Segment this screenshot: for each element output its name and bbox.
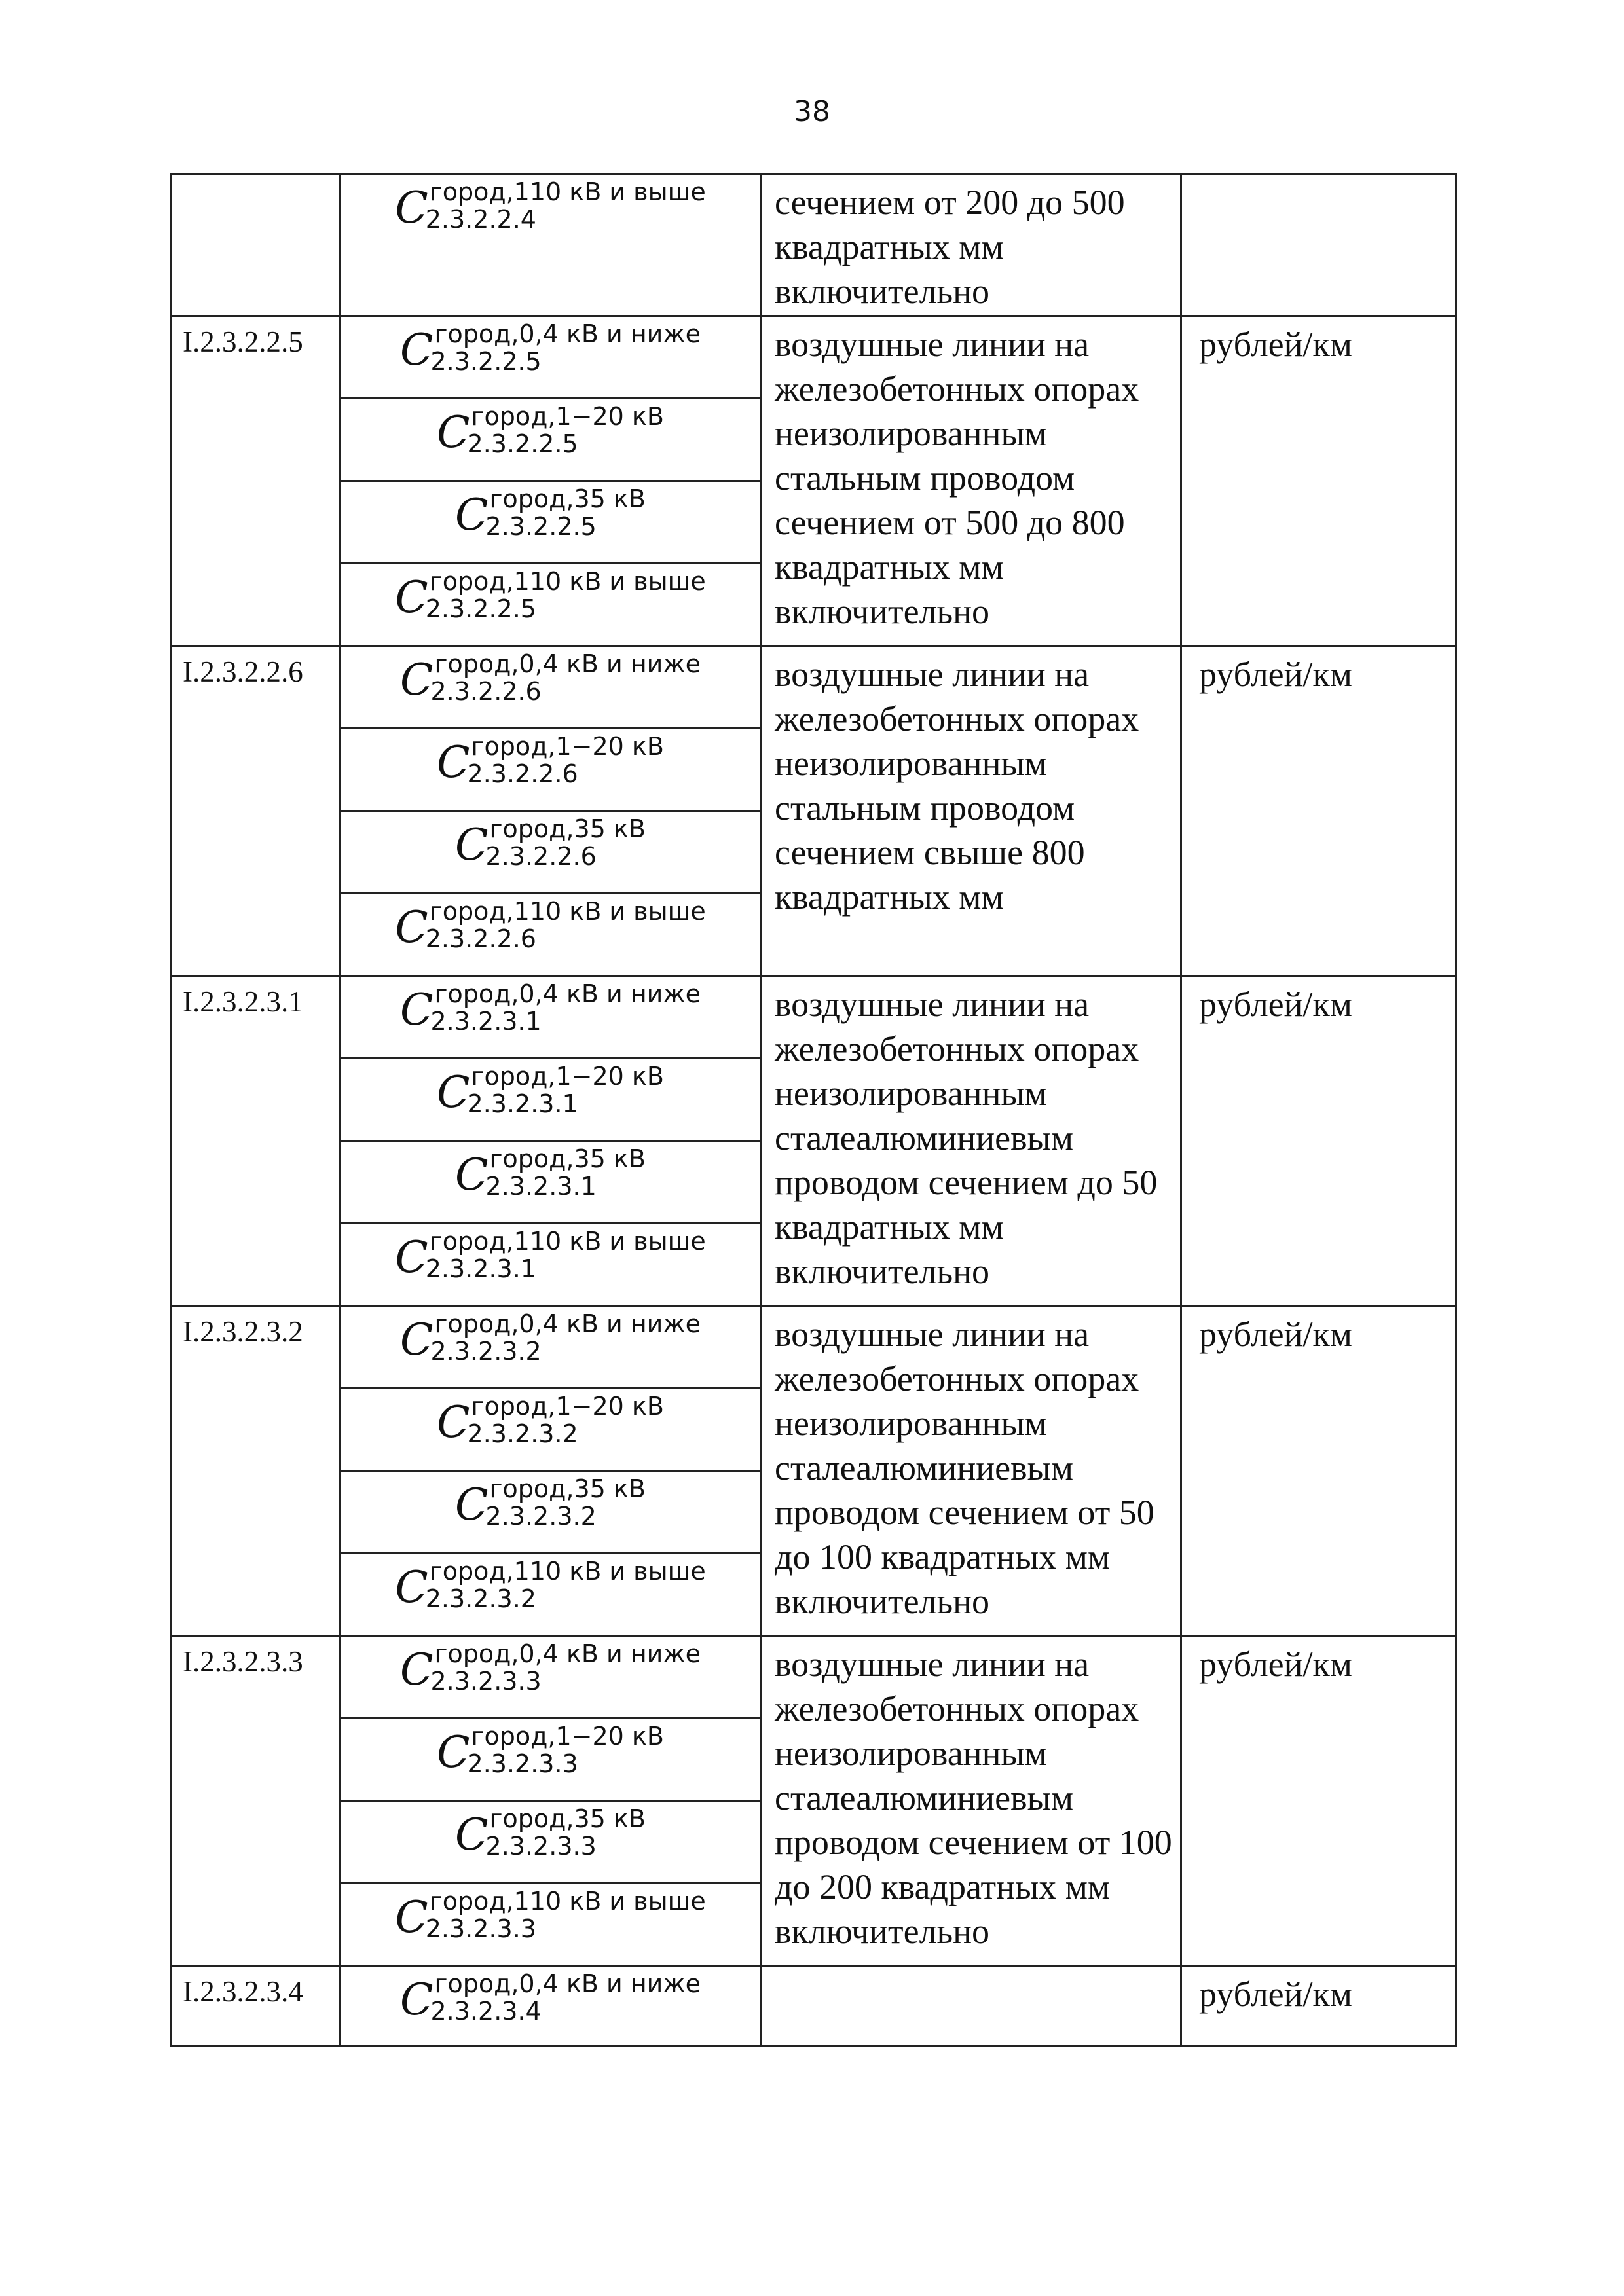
formula-scripts [430,319,701,376]
formula-scripts [485,1144,646,1201]
formula-cell [341,1224,761,1306]
formula-subscript: 2.3.2.3.3 [425,1914,536,1943]
description-cell: воздушные линии на железобетонных опорах неизолированным сталеалюминиевым проводом сечением от 50 до 100 квадратных мм включительно [761,1306,1181,1636]
rate-formula [455,1804,646,1859]
table-row [172,646,1456,729]
formula-cell [341,481,761,564]
rate-formula [455,1474,646,1529]
formula-scripts [485,1474,646,1531]
formula-subscript: 2.3.2.2.4 [425,205,536,234]
formula-superscript: город,0,4 кВ и ниже [434,979,701,1008]
formula-symbol: C [395,183,428,233]
item-code-cell: I.2.3.2.2.6 [172,646,341,976]
rate-formula [395,897,705,952]
formula-subscript: 2.3.2.2.5 [485,512,597,541]
formula-cell [341,1306,761,1389]
formula-superscript: город,1−20 кВ [471,1722,664,1751]
table-row [172,976,1456,1059]
formula-symbol: C [400,985,434,1035]
item-code-cell [172,174,341,316]
formula-symbol: C [395,1562,428,1613]
formula-scripts [467,402,664,458]
formula-scripts [425,177,706,234]
rate-formula [395,1887,705,1942]
formula-scripts [430,1969,701,2026]
formula-scripts [425,897,706,953]
formula-symbol: C [400,325,434,375]
formula-superscript: город,110 кВ и выше [429,1887,706,1916]
rate-formula [395,567,705,622]
description-cell: воздушные линии на железобетонных опорах неизолированным стальным проводом сечением свыше 800 квадратных мм [761,646,1181,976]
formula-subscript: 2.3.2.2.5 [467,429,578,458]
formula-superscript: город,0,4 кВ и ниже [434,1309,701,1338]
formula-subscript: 2.3.2.2.5 [430,347,542,376]
formula-symbol: C [437,1067,470,1118]
formula-scripts [430,979,701,1036]
formula-cell [341,811,761,894]
unit-cell: рублей/км [1181,316,1456,646]
formula-cell [341,1636,761,1719]
rate-formula [395,177,705,232]
formula-scripts [467,732,664,788]
rate-formula [455,484,646,539]
formula-subscript: 2.3.2.2.6 [467,759,578,788]
item-code-cell: I.2.3.2.3.4 [172,1966,341,2047]
formula-subscript: 2.3.2.3.3 [485,1832,597,1861]
formula-superscript: город,0,4 кВ и ниже [434,319,701,348]
formula-cell [341,1059,761,1141]
formula-cell [341,316,761,399]
unit-cell [1181,174,1456,316]
item-code-cell: I.2.3.2.3.1 [172,976,341,1306]
table-body [172,174,1456,2047]
rate-formula [437,402,664,457]
formula-scripts [430,1639,701,1696]
formula-cell [341,1141,761,1224]
unit-cell: рублей/км [1181,646,1456,976]
rate-formula [400,979,701,1034]
formula-scripts [485,814,646,871]
formula-subscript: 2.3.2.3.2 [430,1337,542,1366]
formula-symbol: C [400,1975,434,2025]
formula-symbol: C [437,407,470,458]
item-code-cell: I.2.3.2.3.2 [172,1306,341,1636]
formula-cell [341,1966,761,2047]
unit-cell: рублей/км [1181,976,1456,1306]
formula-superscript: город,35 кВ [489,814,646,843]
formula-superscript: город,0,4 кВ и ниже [434,649,701,678]
rate-formula [400,319,701,374]
formula-superscript: город,35 кВ [489,484,646,513]
formula-superscript: город,35 кВ [489,1804,646,1833]
formula-subscript: 2.3.2.2.6 [425,924,536,953]
formula-symbol: C [455,1480,489,1530]
formula-scripts [485,1804,646,1861]
formula-superscript: город,110 кВ и выше [429,1557,706,1586]
table-row [172,1966,1456,2047]
rate-formula [400,1639,701,1694]
item-code-cell: I.2.3.2.3.3 [172,1636,341,1966]
formula-subscript: 2.3.2.3.2 [467,1419,578,1448]
formula-symbol: C [455,1150,489,1200]
formula-subscript: 2.3.2.3.1 [425,1254,536,1283]
formula-cell [341,1471,761,1554]
formula-symbol: C [395,902,428,953]
formula-cell [341,1554,761,1636]
formula-symbol: C [395,1232,428,1283]
description-cell: воздушные линии на железобетонных опорах неизолированным сталеалюминиевым проводом сечением до 50 квадратных мм включительно [761,976,1181,1306]
description-cell [761,1966,1181,2047]
rate-formula [455,814,646,869]
formula-superscript: город,35 кВ [489,1144,646,1173]
formula-scripts [430,649,701,706]
description-cell: воздушные линии на железобетонных опорах неизолированным сталеалюминиевым проводом сечением от 100 до 200 квадратных мм включительно [761,1636,1181,1966]
rate-formula [455,1144,646,1199]
formula-superscript: город,1−20 кВ [471,1392,664,1421]
formula-cell [341,564,761,646]
formula-scripts [425,1227,706,1283]
formula-cell [341,1389,761,1471]
table-row [172,1636,1456,1719]
formula-superscript: город,0,4 кВ и ниже [434,1969,701,1998]
formula-cell [341,1884,761,1966]
table-row [172,174,1456,316]
formula-cell [341,1801,761,1884]
formula-symbol: C [437,1727,470,1777]
formula-symbol: C [455,490,489,540]
formula-scripts [467,1722,664,1778]
rate-formula [400,1969,701,2024]
formula-cell [341,399,761,481]
formula-cell [341,729,761,811]
formula-subscript: 2.3.2.3.1 [430,1007,542,1036]
formula-cell [341,894,761,976]
rate-formula [400,1309,701,1364]
formula-superscript: город,110 кВ и выше [429,177,706,206]
formula-symbol: C [400,1645,434,1695]
formula-subscript: 2.3.2.3.4 [430,1997,542,2026]
unit-cell: рублей/км [1181,1306,1456,1636]
formula-symbol: C [395,1892,428,1942]
formula-scripts [430,1309,701,1366]
formula-scripts [467,1392,664,1448]
formula-superscript: город,35 кВ [489,1474,646,1503]
formula-subscript: 2.3.2.3.1 [485,1172,597,1201]
unit-cell: рублей/км [1181,1966,1456,2047]
formula-symbol: C [455,1810,489,1860]
formula-scripts [425,1557,706,1613]
formula-subscript: 2.3.2.3.3 [430,1667,542,1696]
formula-symbol: C [400,655,434,705]
unit-cell: рублей/км [1181,1636,1456,1966]
formula-scripts [485,484,646,541]
description-cell: сечением от 200 до 500 квадратных мм включительно [761,174,1181,316]
formula-cell [341,1719,761,1801]
formula-symbol: C [455,820,489,870]
rate-formula [437,1392,664,1447]
formula-superscript: город,1−20 кВ [471,732,664,761]
formula-scripts [467,1062,664,1118]
formula-subscript: 2.3.2.3.3 [467,1749,578,1778]
formula-subscript: 2.3.2.3.1 [467,1089,578,1118]
rate-formula [400,649,701,704]
formula-superscript: город,110 кВ и выше [429,567,706,596]
table-row [172,316,1456,399]
formula-superscript: город,110 кВ и выше [429,1227,706,1256]
formula-symbol: C [437,737,470,788]
rate-formula [437,732,664,787]
formula-symbol: C [400,1315,434,1365]
formula-cell [341,174,761,316]
rate-formula [395,1227,705,1282]
rate-formula [395,1557,705,1612]
formula-superscript: город,1−20 кВ [471,1062,664,1091]
formula-subscript: 2.3.2.3.2 [425,1584,536,1613]
page-number: 38 [794,95,830,128]
formula-superscript: город,0,4 кВ и ниже [434,1639,701,1668]
formula-superscript: город,110 кВ и выше [429,897,706,926]
formula-subscript: 2.3.2.3.2 [485,1502,597,1531]
formula-scripts [425,567,706,623]
description-cell: воздушные линии на железобетонных опорах неизолированным стальным проводом сечением от 500 до 800 квадратных мм включительно [761,316,1181,646]
formula-cell [341,976,761,1059]
formula-scripts [425,1887,706,1943]
rate-formula [437,1722,664,1777]
formula-subscript: 2.3.2.2.5 [425,594,536,623]
formula-symbol: C [395,572,428,623]
rate-formula [437,1062,664,1117]
formula-subscript: 2.3.2.2.6 [430,677,542,706]
item-code-cell: I.2.3.2.2.5 [172,316,341,646]
formula-subscript: 2.3.2.2.6 [485,842,597,871]
tariff-table [170,173,1457,2047]
formula-symbol: C [437,1397,470,1448]
formula-cell [341,646,761,729]
formula-superscript: город,1−20 кВ [471,402,664,431]
table-row [172,1306,1456,1389]
